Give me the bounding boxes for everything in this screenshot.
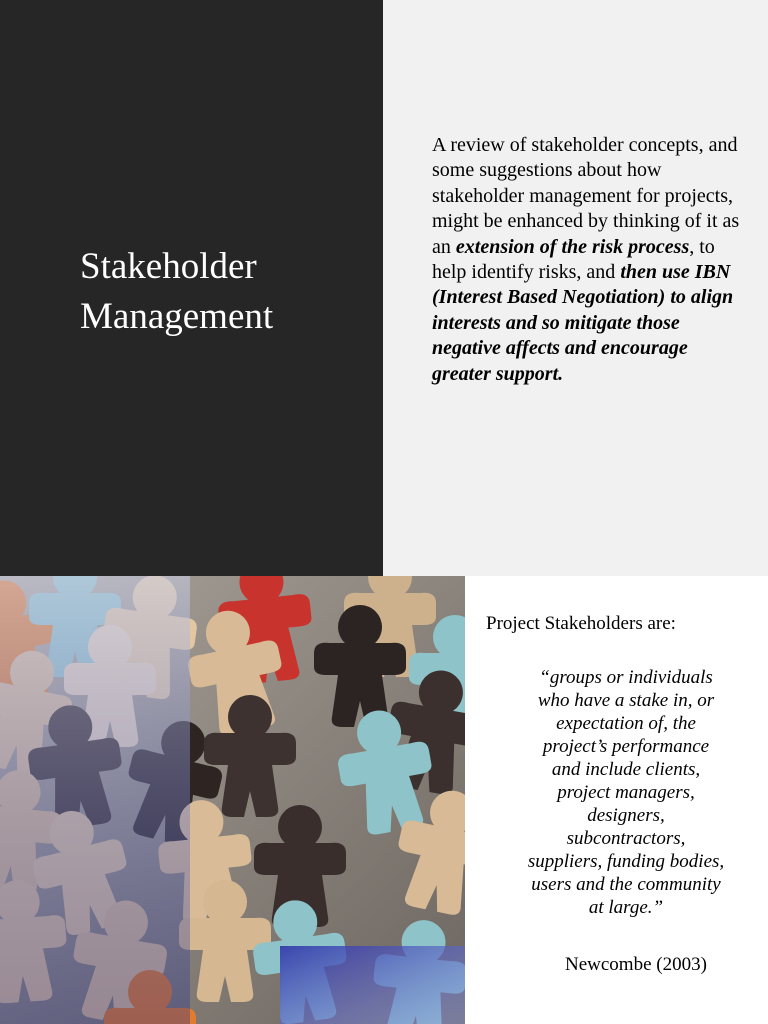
stakeholder-figures-photo: [0, 576, 465, 1024]
slide-title-line-1: Stakeholder: [80, 246, 257, 287]
quote-line: project’s performance: [542, 736, 710, 757]
summary-text: [432, 133, 742, 387]
slide-title-line-2: Management: [80, 296, 274, 337]
summary-text-part-2: , to help identify risks, and: [432, 235, 715, 284]
title-panel: [0, 0, 383, 576]
definition-slide: [0, 576, 768, 1024]
quote-line: suppliers, funding bodies,: [527, 851, 725, 872]
slide-title: [80, 242, 370, 342]
definition-heading: Project Stakeholders are:: [486, 613, 676, 634]
stakeholder-definition-quote: [504, 666, 748, 919]
quote-line: “groups or individuals: [539, 667, 713, 688]
quote-line: designers,: [587, 805, 665, 826]
quote-line: expectation of, the: [556, 713, 696, 734]
quote-line: and include clients,: [551, 759, 701, 780]
quote-line: at large.”: [588, 897, 664, 918]
quote-line: subcontractors,: [566, 828, 686, 849]
quote-line: project managers,: [557, 782, 695, 803]
summary-emphasis-ibn: then use IBN (Interest Based Negotiation) to align interests and so mitigate those negative affects and encourage greater support.: [432, 261, 734, 385]
quote-citation: Newcombe (2003): [565, 954, 707, 975]
quote-line: users and the community: [531, 874, 721, 895]
quote-line: who have a stake in, or: [537, 690, 715, 711]
summary-text-part-1: A review of stakeholder concepts, and some suggestions about how stakeholder management for projects, might be enhanced by thinking of it as an: [432, 134, 740, 258]
summary-emphasis-risk-process: extension of the risk process: [455, 235, 690, 258]
